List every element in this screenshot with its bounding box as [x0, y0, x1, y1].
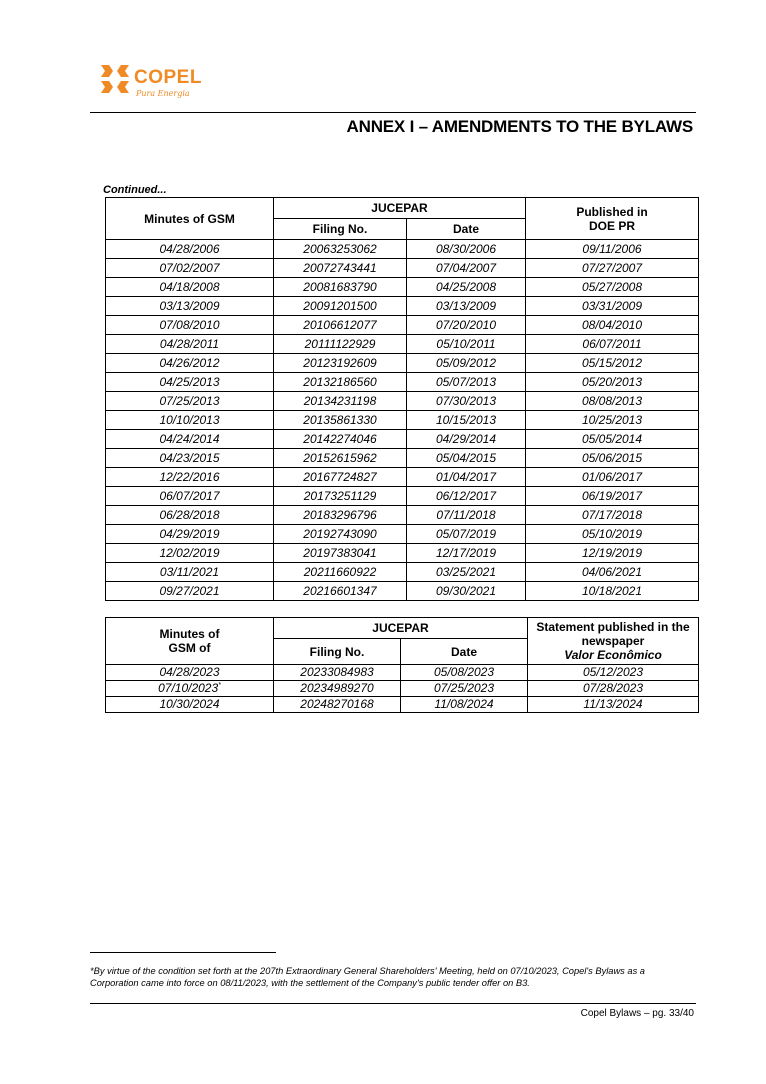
cell-date: [407, 563, 526, 582]
cell-minutes: [106, 544, 274, 563]
cell-minutes: [106, 392, 274, 411]
cell-published-text: 06/19/2017: [581, 489, 643, 503]
cell-published-text: 07/17/2018: [581, 508, 643, 522]
cell-date-text: 07/04/2007: [435, 261, 497, 275]
cell-date: [407, 544, 526, 563]
cell-published-text: 09/11/2006: [582, 242, 642, 256]
table-row: [106, 240, 699, 259]
cell-minutes: [106, 335, 274, 354]
table-row: [106, 468, 699, 487]
cell-published: [526, 354, 699, 373]
cell-filing-no-text: 20063253062: [303, 242, 377, 256]
cell-minutes: [106, 411, 274, 430]
table-row: [106, 563, 699, 582]
cell-published-text: 04/06/2021: [581, 565, 643, 579]
cell-minutes-text: 06/07/2017: [159, 489, 220, 503]
cell-published: [528, 697, 699, 713]
header-date-2: Date: [401, 639, 528, 665]
cell-published-text: 11/13/2024: [583, 697, 643, 711]
cell-published: [526, 449, 699, 468]
header-filing-no: Filing No.: [274, 219, 407, 240]
cell-date-text: 01/04/2017: [435, 470, 497, 484]
cell-published: [526, 373, 699, 392]
cell-date-text: 05/07/2019: [435, 527, 497, 541]
cell-minutes: [106, 487, 274, 506]
cell-filing-no-text: 20142274046: [303, 432, 377, 446]
header-jucepar: JUCEPAR: [274, 198, 526, 219]
cell-minutes: [106, 316, 274, 335]
logo-name: COPEL: [134, 67, 202, 88]
cell-date-text: 03/25/2021: [435, 565, 497, 579]
cell-filing-no: [274, 563, 407, 582]
header-minutes-gsm-of: Minutes of GSM of: [106, 618, 274, 665]
cell-published: [526, 468, 699, 487]
table-row: [106, 681, 699, 697]
cell-filing-no-text: 20106612077: [303, 318, 377, 332]
cell-minutes-text: 10/10/2013: [159, 413, 220, 427]
cell-date: [407, 449, 526, 468]
cell-filing-no-text: 20248270168: [300, 697, 374, 711]
cell-filing-no: [274, 449, 407, 468]
cell-minutes: [106, 525, 274, 544]
cell-filing-no: [274, 335, 407, 354]
amendments-table-newspaper: [105, 617, 699, 713]
cell-minutes: [106, 665, 274, 681]
cell-published: [528, 681, 699, 697]
table-row: [106, 316, 699, 335]
cell-published-text: 10/25/2013: [581, 413, 643, 427]
table-row: [106, 525, 699, 544]
cell-minutes: [106, 373, 274, 392]
cell-filing-no: [274, 297, 407, 316]
cell-minutes-text: 09/27/2021: [159, 584, 220, 598]
cell-filing-no: [274, 373, 407, 392]
cell-published-text: 07/27/2007: [581, 261, 643, 275]
cell-filing-no-text: 20091201500: [303, 299, 377, 313]
table-row: [106, 278, 699, 297]
cell-filing-no-text: 20211660922: [303, 565, 377, 579]
cell-published: [526, 525, 699, 544]
cell-minutes-text: 04/26/2012: [159, 356, 220, 370]
cell-minutes: [106, 297, 274, 316]
cell-date-text: 03/13/2009: [435, 299, 497, 313]
cell-minutes: [106, 582, 274, 601]
cell-published: [526, 563, 699, 582]
continued-label: Continued...: [103, 184, 167, 196]
cell-minutes-text: 04/28/2023: [159, 665, 220, 679]
cell-date-text: 07/11/2018: [436, 508, 496, 522]
cell-date: [407, 354, 526, 373]
cell-filing-no: [274, 354, 407, 373]
cell-minutes-text: 12/02/2019: [159, 546, 220, 560]
cell-published-text: 05/20/2013: [581, 375, 643, 389]
cell-date-text: 05/04/2015: [435, 451, 497, 465]
cell-filing-no-text: 20173251129: [303, 489, 377, 503]
header-minutes-gsm: Minutes of GSM: [106, 198, 274, 240]
cell-published-text: 05/12/2023: [582, 665, 644, 679]
cell-date-text: 06/12/2017: [435, 489, 497, 503]
cell-filing-no: [274, 681, 401, 697]
cell-minutes: [106, 354, 274, 373]
cell-minutes: [106, 506, 274, 525]
cell-published: [526, 278, 699, 297]
cell-date-text: 08/30/2006: [435, 242, 497, 256]
cell-filing-no-text: 20123192609: [303, 356, 377, 370]
cell-filing-no-text: 20134231198: [303, 394, 377, 408]
cell-published-text: 08/08/2013: [581, 394, 643, 408]
header-statement-line1: Statement published in the newspaper: [536, 620, 690, 648]
table-row: [106, 297, 699, 316]
page-title: ANNEX I – AMENDMENTS TO THE BYLAWS: [346, 117, 693, 136]
footer-rule: [90, 1003, 696, 1004]
cell-published: [526, 259, 699, 278]
table-row: [106, 665, 699, 681]
cell-filing-no: [274, 525, 407, 544]
cell-date-text: 05/07/2013: [435, 375, 497, 389]
cell-filing-no: [274, 411, 407, 430]
cell-minutes-text: 07/02/2007: [159, 261, 220, 275]
cell-date-text: 04/25/2008: [435, 280, 497, 294]
cell-published-text: 12/19/2019: [581, 546, 643, 560]
table-row: [106, 449, 699, 468]
cell-filing-no-text: 20132186560: [303, 375, 377, 389]
cell-filing-no: [274, 582, 407, 601]
cell-published: [526, 411, 699, 430]
cell-published-text: 05/27/2008: [581, 280, 643, 294]
cell-published: [526, 582, 699, 601]
cell-filing-no-text: 20216601347: [303, 584, 377, 598]
cell-filing-no: [274, 430, 407, 449]
cell-date-text: 07/25/2023: [433, 681, 495, 695]
cell-date: [407, 487, 526, 506]
cell-minutes-text: 06/28/2018: [159, 508, 220, 522]
cell-minutes: [106, 259, 274, 278]
page-footer: Copel Bylaws – pg. 33/40: [580, 1008, 694, 1019]
header-rule: [90, 112, 696, 113]
cell-filing-no: [274, 506, 407, 525]
table-row: [106, 373, 699, 392]
cell-filing-no: [274, 665, 401, 681]
table-row: [106, 392, 699, 411]
cell-minutes: [106, 430, 274, 449]
footnote-rule: [90, 952, 276, 953]
cell-minutes: [106, 278, 274, 297]
cell-published-text: 05/05/2014: [581, 432, 643, 446]
cell-minutes-text: 04/24/2014: [159, 432, 220, 446]
cell-filing-no-text: 20233084983: [300, 665, 374, 679]
cell-filing-no-text: 20072743441: [303, 261, 377, 275]
cell-filing-no-text: 20152615962: [303, 451, 377, 465]
cell-date: [407, 373, 526, 392]
cell-filing-no-text: 20197383041: [303, 546, 377, 560]
cell-filing-no: [274, 240, 407, 259]
cell-minutes-text: 07/10/2023: [158, 681, 219, 695]
cell-filing-no-text: 20081683790: [303, 280, 377, 294]
cell-date: [407, 506, 526, 525]
cell-date: [407, 392, 526, 411]
cell-date: [407, 259, 526, 278]
cell-minutes-text: 10/30/2024: [159, 697, 220, 711]
cell-minutes-text: 03/11/2021: [159, 565, 220, 579]
cell-date: [407, 297, 526, 316]
cell-published-text: 03/31/2009: [581, 299, 643, 313]
cell-date: [407, 335, 526, 354]
cell-published: [526, 544, 699, 563]
cell-filing-no: [274, 544, 407, 563]
header-date: Date: [407, 219, 526, 240]
cell-published: [526, 506, 699, 525]
cell-date: [407, 411, 526, 430]
cell-minutes-text: 04/23/2015: [159, 451, 220, 465]
cell-published-text: 05/10/2019: [581, 527, 643, 541]
cell-published: [526, 297, 699, 316]
cell-published: [526, 335, 699, 354]
amendments-table: [105, 197, 699, 601]
cell-filing-no: [274, 392, 407, 411]
cell-date-text: 05/08/2023: [433, 665, 495, 679]
table-row: [106, 354, 699, 373]
cell-date-text: 10/15/2013: [435, 413, 497, 427]
cell-date: [401, 681, 528, 697]
header-published-doe: Published in DOE PR: [526, 198, 699, 240]
table-row: [106, 430, 699, 449]
footnote-marker: *: [218, 682, 221, 689]
cell-minutes: [106, 468, 274, 487]
table-row: [106, 544, 699, 563]
cell-published-text: 05/06/2015: [581, 451, 643, 465]
table-row: [106, 506, 699, 525]
table-row: [106, 335, 699, 354]
cell-minutes: [106, 563, 274, 582]
cell-minutes-text: 04/25/2013: [159, 375, 220, 389]
header-filing-no-2: Filing No.: [274, 639, 401, 665]
cell-published-text: 07/28/2023: [582, 681, 644, 695]
table-row: [106, 487, 699, 506]
logo-tagline: Pura Energia: [136, 89, 190, 98]
cell-date-text: 07/30/2013: [435, 394, 497, 408]
cell-published-text: 05/15/2012: [581, 356, 643, 370]
cell-filing-no: [274, 487, 407, 506]
cell-date: [407, 316, 526, 335]
copel-logo-icon: [100, 64, 130, 94]
cell-date: [407, 468, 526, 487]
cell-published: [526, 487, 699, 506]
cell-date: [407, 240, 526, 259]
cell-date-text: 05/10/2011: [436, 337, 496, 351]
cell-filing-no: [274, 278, 407, 297]
header-statement-published: [528, 618, 699, 665]
cell-filing-no: [274, 316, 407, 335]
header-jucepar-2: JUCEPAR: [274, 618, 528, 639]
cell-published: [528, 665, 699, 681]
table-row: [106, 582, 699, 601]
cell-minutes: [106, 449, 274, 468]
cell-filing-no-text: 20183296796: [303, 508, 377, 522]
cell-filing-no: [274, 468, 407, 487]
cell-published-text: 10/18/2021: [581, 584, 643, 598]
cell-minutes-text: 04/18/2008: [159, 280, 220, 294]
copel-logo: [100, 64, 210, 104]
cell-filing-no: [274, 259, 407, 278]
cell-date-text: 12/17/2019: [435, 546, 497, 560]
cell-filing-no-text: 20135861330: [303, 413, 377, 427]
cell-date-text: 09/30/2021: [435, 584, 497, 598]
cell-date-text: 07/20/2010: [435, 318, 497, 332]
cell-filing-no-text: 20111122929: [304, 337, 376, 351]
table-row: [106, 259, 699, 278]
cell-filing-no-text: 20192743090: [303, 527, 377, 541]
cell-date-text: 04/29/2014: [435, 432, 497, 446]
cell-minutes-text: 04/28/2011: [159, 337, 220, 351]
table-row: [106, 411, 699, 430]
cell-published: [526, 316, 699, 335]
table-row: [106, 697, 699, 713]
cell-published: [526, 240, 699, 259]
cell-published-text: 06/07/2011: [582, 337, 642, 351]
cell-minutes: [106, 697, 274, 713]
cell-minutes: [106, 681, 274, 697]
cell-published: [526, 392, 699, 411]
cell-date: [407, 278, 526, 297]
cell-date: [407, 525, 526, 544]
header-statement-newspaper: Valor Econômico: [564, 648, 662, 662]
cell-date: [407, 582, 526, 601]
cell-date: [401, 665, 528, 681]
cell-filing-no: [274, 697, 401, 713]
cell-published: [526, 430, 699, 449]
cell-date-text: 11/08/2024: [434, 697, 494, 711]
cell-filing-no-text: 20234989270: [300, 681, 374, 695]
cell-date-text: 05/09/2012: [435, 356, 497, 370]
cell-minutes-text: 04/29/2019: [159, 527, 220, 541]
footnote: *By virtue of the condition set forth at the 207th Extraordinary General Shareholders' Meeting, held on 07/10/2023, Copel's Bylaws as a Corporation came into force on 08/11/2023, with the settlement of the Company's public tender offer on B3.: [90, 966, 645, 988]
cell-filing-no-text: 20167724827: [303, 470, 377, 484]
cell-published-text: 08/04/2010: [581, 318, 643, 332]
cell-date: [407, 430, 526, 449]
cell-minutes-text: 07/08/2010: [159, 318, 220, 332]
cell-minutes: [106, 240, 274, 259]
cell-minutes-text: 07/25/2013: [159, 394, 220, 408]
cell-minutes-text: 04/28/2006: [159, 242, 220, 256]
cell-published-text: 01/06/2017: [581, 470, 643, 484]
cell-minutes-text: 03/13/2009: [159, 299, 220, 313]
cell-minutes-text: 12/22/2016: [159, 470, 220, 484]
cell-date: [401, 697, 528, 713]
